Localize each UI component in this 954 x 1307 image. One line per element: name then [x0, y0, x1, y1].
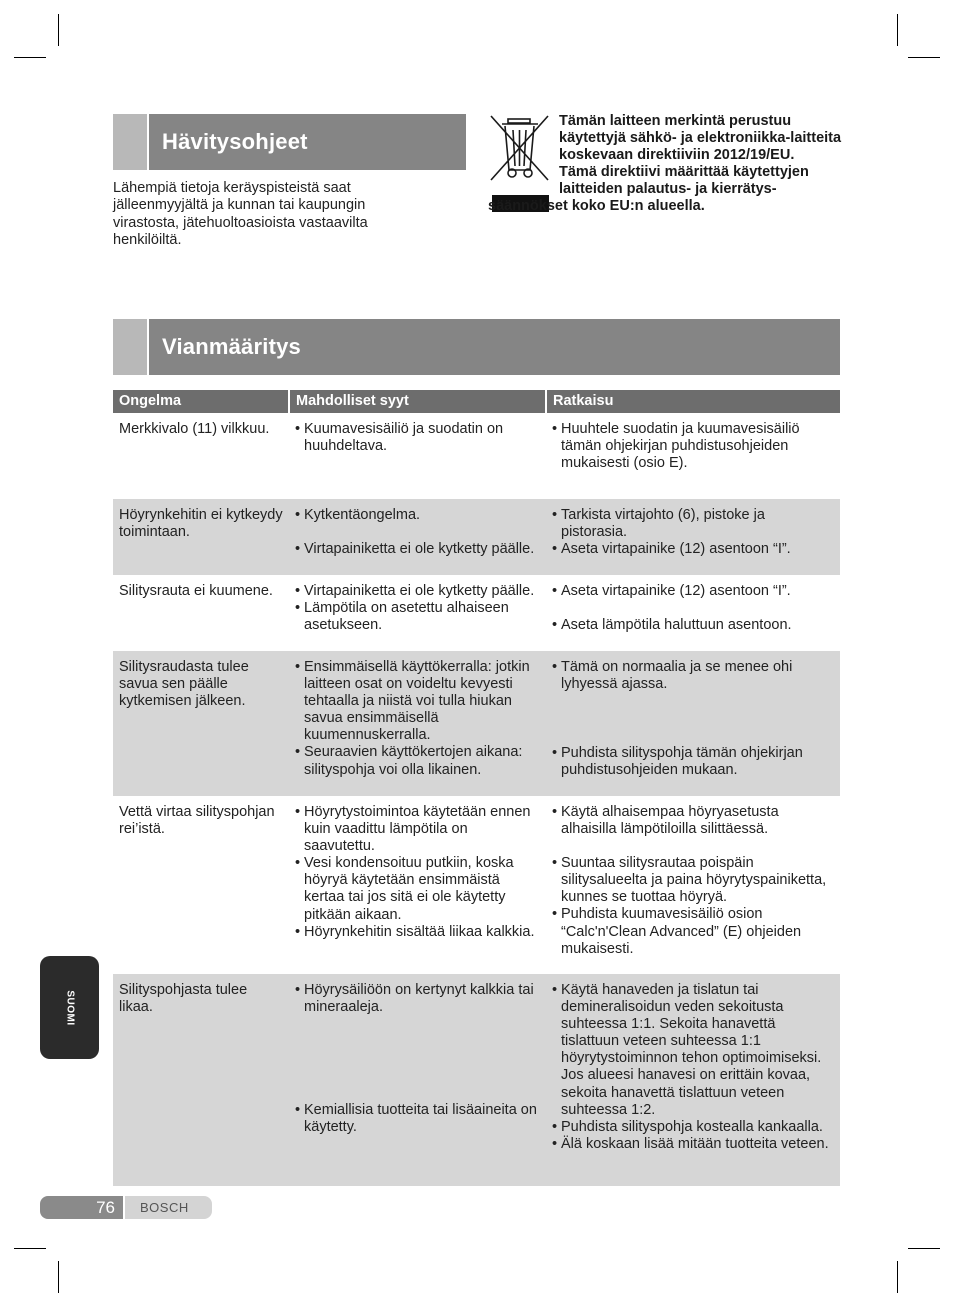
table-row	[113, 651, 840, 796]
crop-mark	[58, 14, 59, 46]
cause-item: • Kemiallisia tuotteita tai lisäaineita on käytetty.	[295, 1102, 540, 1136]
troubleshooting-title: Vianmääritys	[162, 334, 301, 359]
disposal-title: Hävitysohjeet	[162, 129, 308, 154]
crop-mark	[897, 1261, 898, 1293]
weee-line3: säännökset koko EU:n alueella.	[488, 198, 705, 215]
cause-item: • Lämpötila on asetettu alhaiseen asetukseen.	[295, 600, 540, 634]
cause-item: • Seuraavien käyttökertojen aikana: silityspohja voi olla likainen.	[295, 744, 540, 778]
causes-cell	[289, 651, 546, 796]
cause-item: • Höyrynkehitin sisältää liikaa kalkkia.	[295, 924, 540, 941]
cause-item: • Höyrytystoimintoa käytetään ennen kuin vaadittu lämpötila on saavutettu.	[295, 804, 540, 855]
solutions-cell	[546, 974, 840, 1186]
page-number: 76	[40, 1196, 123, 1219]
weee-line1: Tämän laitteen merkintä perustuu käytettyjä sähkö- ja elektroniikka-laitteita koskevaan direktiiviin 2012/19/EU.	[559, 113, 842, 164]
brand-label: BOSCH	[125, 1196, 212, 1219]
crop-mark	[897, 14, 898, 46]
problem-cell: Silityspohjasta tulee likaa.	[113, 974, 289, 1186]
table-row	[113, 796, 840, 974]
solution-item: • Älä koskaan lisää mitään tuotteita veteen.	[552, 1136, 834, 1153]
cause-item: • Virtapainiketta ei ole kytketty päälle.	[295, 541, 540, 558]
problem-cell: Silitysrauta ei kuumene.	[119, 583, 273, 599]
solutions-cell	[546, 413, 840, 499]
crop-mark	[14, 57, 46, 58]
solutions-cell	[546, 575, 840, 651]
disposal-intro: Lähempiä tietoja keräyspisteistä saat jälleenmyyjältä ja kunnan tai kaupungin virastosta, jätehuoltoasioista vastaavilta henkilöiltä.	[113, 180, 368, 249]
cause-item: • Ensimmäisellä käyttökerralla: jotkin laitteen osat on voideltu kevyesti tehtaalla ja niistä voi tulla hiukan savua ensimmäisellä kuumennuskerralla.	[295, 659, 540, 744]
header-tab	[113, 114, 149, 170]
crop-mark	[14, 1248, 46, 1249]
causes-cell	[289, 413, 546, 499]
troubleshooting-header	[113, 319, 840, 375]
solution-item: • Puhdista kuumavesisäiliö osion “Calc'n'Clean Advanced” (E) ohjeiden mukaisesti.	[552, 906, 834, 957]
language-side-tab	[40, 956, 99, 1059]
cause-item: • Vesi kondensoituu putkiin, koska höyryä käytetään ensimmäistä kertaa tai jos sitä ei ole käytetty pitkään aikaan.	[295, 855, 540, 923]
solution-item: • Tarkista virtajohto (6), pistoke ja pistorasia.	[552, 507, 834, 541]
cause-item: • Höyrysäiliöön on kertynyt kalkkia tai mineraaleja.	[295, 982, 540, 1016]
column-header-solution: Ratkaisu	[546, 390, 840, 413]
column-header-causes: Mahdolliset syyt	[289, 390, 546, 413]
cause-item: • Kytkentäongelma.	[295, 507, 540, 524]
language-label: SUOMI	[64, 989, 75, 1026]
causes-cell	[289, 974, 546, 1186]
solution-item: • Käytä hanaveden ja tislatun tai demineralisoidun veden sekoitusta suhteessa 1:1. Sekoita hanavettä tislattuun veteen suhteessa 1:1 höyrytystoiminnon tehon optimoimiseksi. Jos alueesi hanavesi on erittäin kovaa, sekoita hanavettä tislattuun veteen suhteessa 1:2.	[552, 982, 834, 1119]
problem-cell: Vettä virtaa silityspohjan rei’istä.	[119, 804, 275, 838]
header-tab	[113, 319, 149, 375]
solution-item: • Aseta lämpötila haluttuun asentoon.	[552, 617, 834, 634]
solutions-cell	[546, 499, 840, 575]
causes-cell	[289, 499, 546, 575]
cause-item: • Kuumavesisäiliö ja suodatin on huuhdeltava.	[295, 421, 540, 455]
solution-item: • Käytä alhaisempaa höyryasetusta alhaisilla lämpötiloilla silittäessä.	[552, 804, 834, 838]
table-row	[113, 974, 840, 1186]
solution-item: • Puhdista silityspohja kostealla kankaalla.	[552, 1119, 834, 1136]
solutions-cell	[546, 796, 840, 974]
solution-item: • Tämä on normaalia ja se menee ohi lyhyessä ajassa.	[552, 659, 834, 693]
table-header-row	[113, 390, 840, 413]
causes-cell	[289, 575, 546, 651]
table-row	[113, 575, 840, 651]
weee-notice	[488, 113, 848, 216]
table-row	[113, 499, 840, 575]
crop-mark	[908, 1248, 940, 1249]
problem-cell: Silitysraudasta tulee savua sen päälle kytkemisen jälkeen.	[113, 651, 289, 796]
weee-line2: Tämä direktiivi määrittää käytettyjen laitteiden palautus- ja kierrätys-	[559, 164, 809, 198]
column-header-problem: Ongelma	[113, 390, 289, 413]
cause-item: • Virtapainiketta ei ole kytketty päälle.	[295, 583, 540, 600]
disposal-header	[113, 114, 466, 170]
crop-mark	[58, 1261, 59, 1293]
solution-item: • Aseta virtapainike (12) asentoon “I”.	[552, 541, 834, 558]
solution-item: • Puhdista silityspohja tämän ohjekirjan puhdistusohjeiden mukaan.	[552, 745, 834, 779]
troubleshooting-table	[113, 390, 840, 1186]
solutions-cell	[546, 651, 840, 796]
problem-cell: Merkkivalo (11) vilkkuu.	[119, 421, 270, 437]
causes-cell	[289, 796, 546, 974]
problem-cell: Höyrynkehitin ei kytkeydy toimintaan.	[113, 499, 289, 575]
solution-item: • Aseta virtapainike (12) asentoon “I”.	[552, 583, 834, 600]
table-row	[113, 413, 840, 499]
solution-item: • Huuhtele suodatin ja kuumavesisäiliö tämän ohjekirjan puhdistusohjeiden mukaisesti (osio E).	[552, 421, 834, 472]
solution-item: • Suuntaa silitysrautaa poispäin silitysalueelta ja paina höyrytyspainiketta, kunnes se tuottaa höyryä.	[552, 855, 834, 906]
crop-mark	[908, 57, 940, 58]
